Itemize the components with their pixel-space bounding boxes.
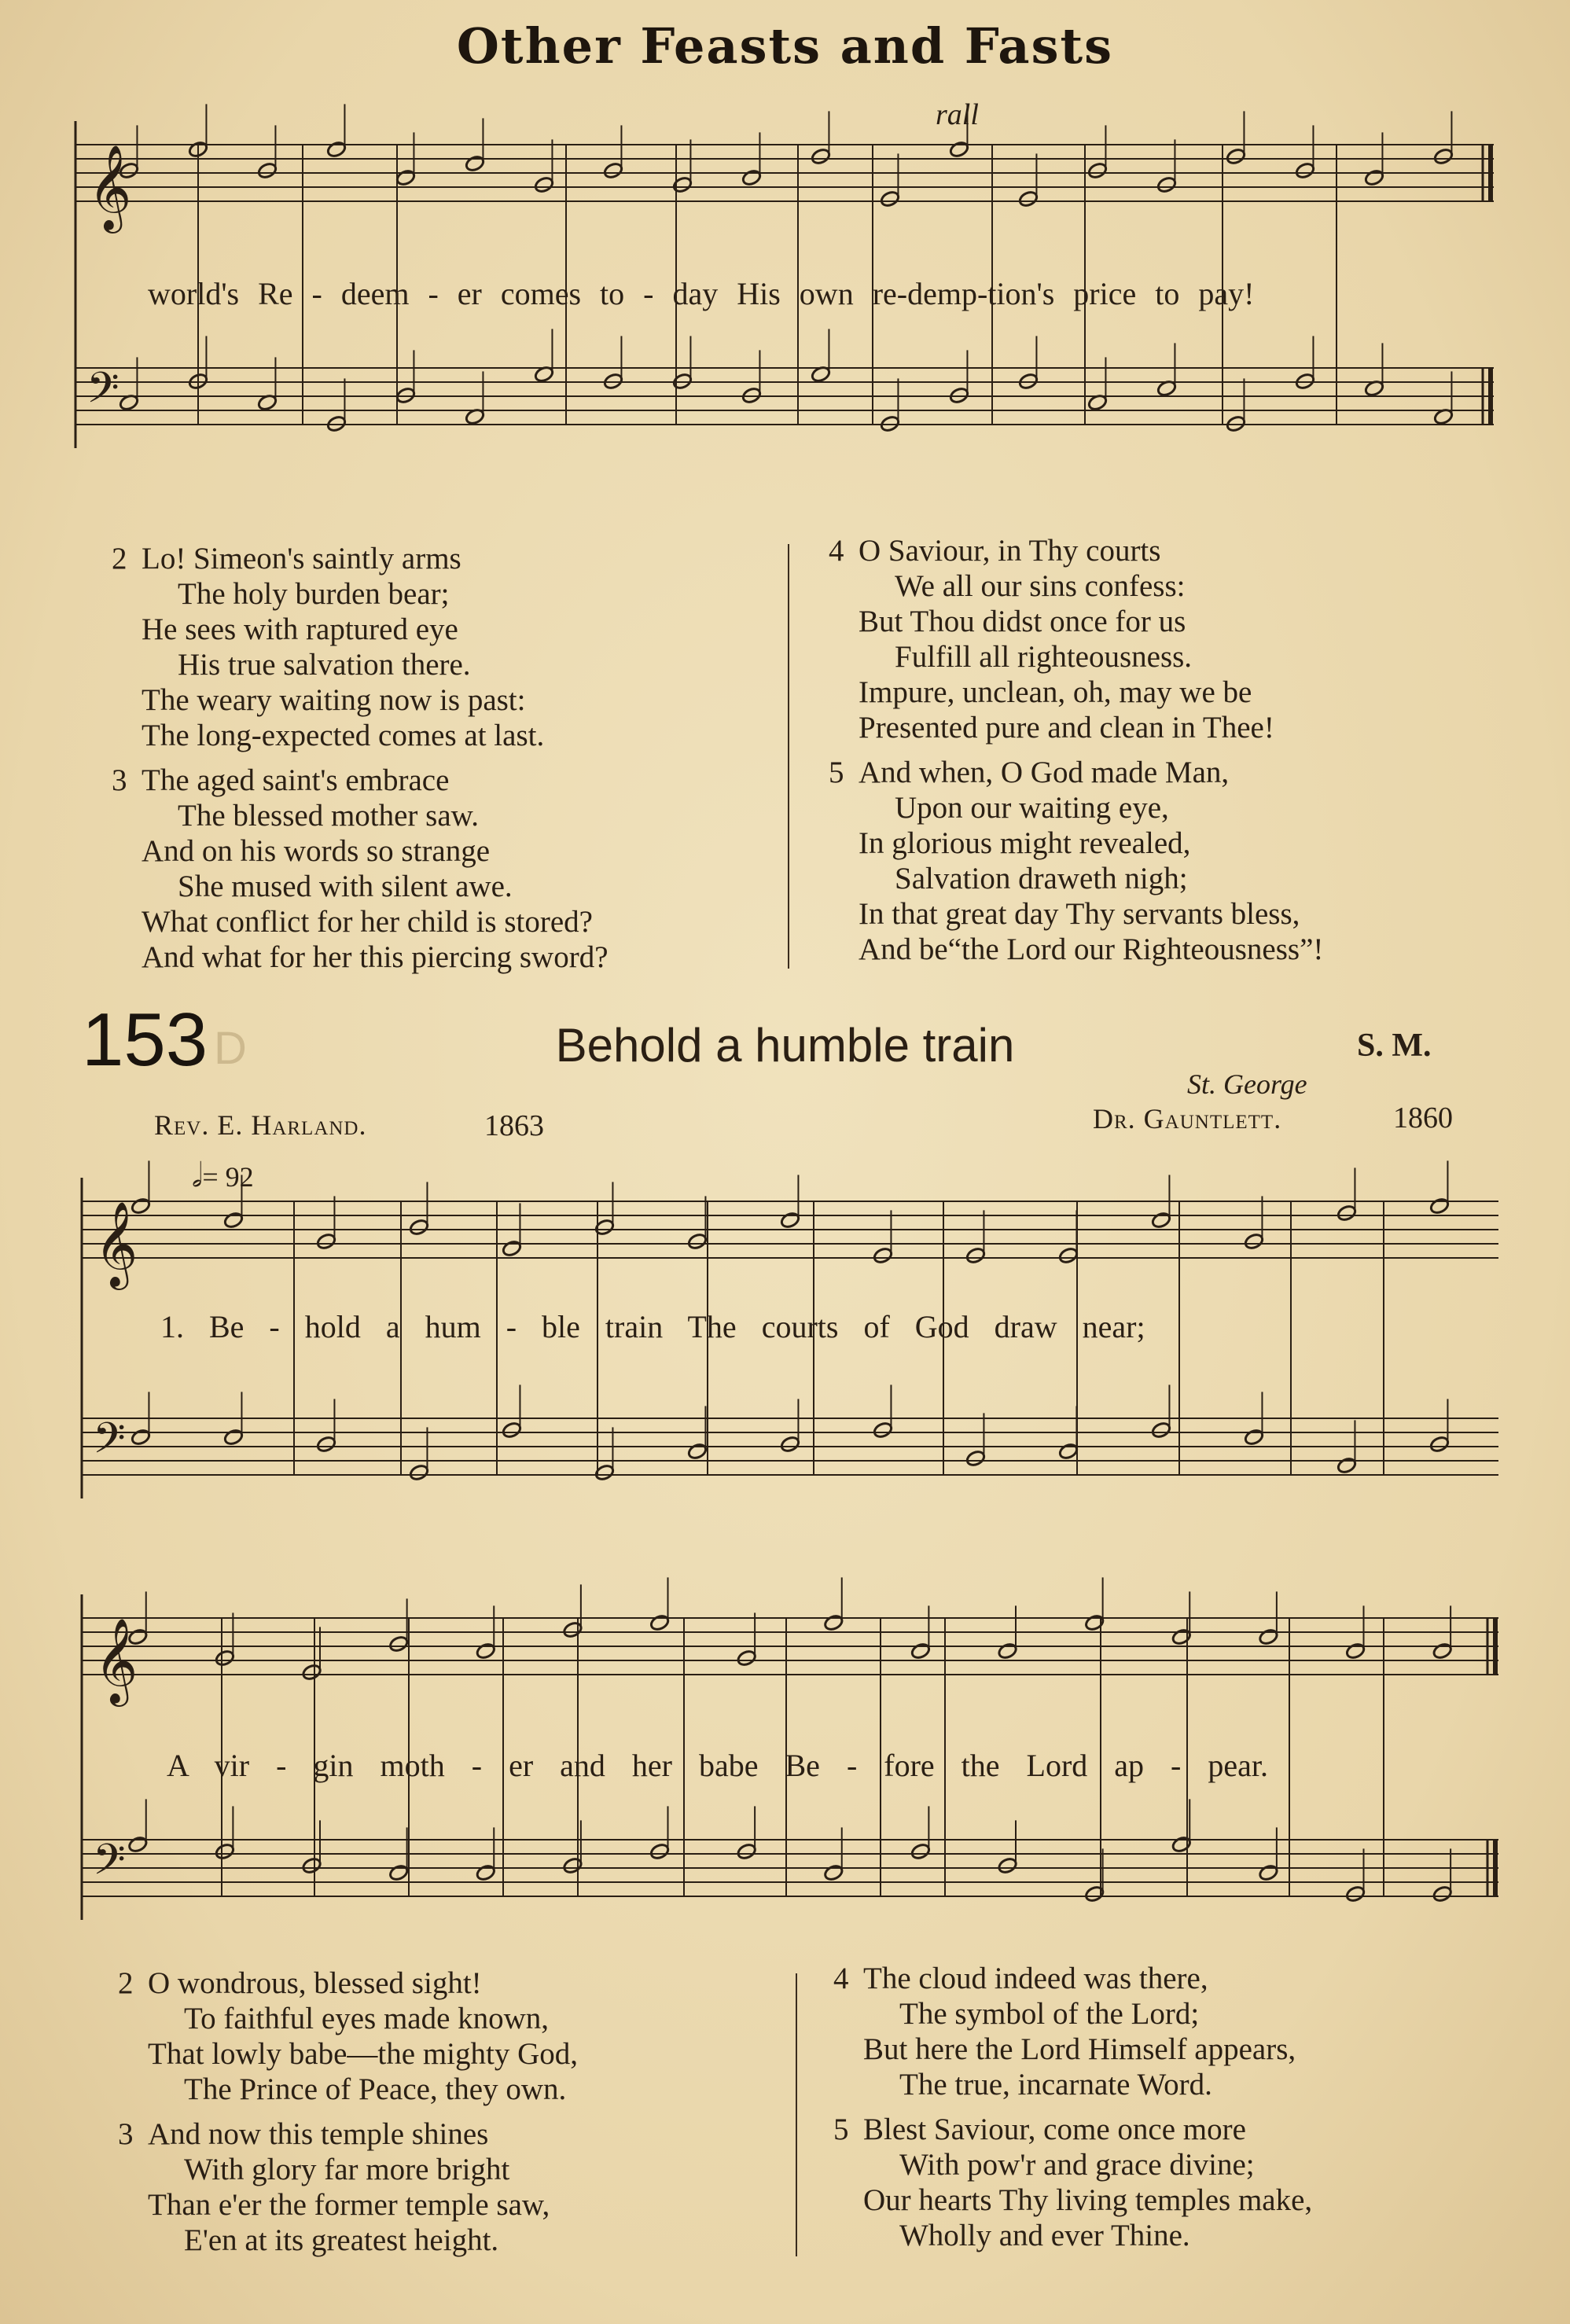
treble-clef-icon: 𝄞: [94, 1201, 138, 1287]
note-head: [1084, 1613, 1105, 1631]
hymn-number-ghost-mark: D: [214, 1023, 247, 1074]
stanza-line: [833, 1961, 1312, 1996]
tempo-marking: [192, 1157, 254, 1195]
stanza-line: The blessed mother saw.: [178, 799, 480, 833]
note-head: [316, 1435, 337, 1453]
stanza-number: 3: [118, 2117, 134, 2151]
stanza-number: 4: [833, 1962, 849, 1995]
note-head: [1345, 1642, 1366, 1660]
note-head: [409, 1218, 430, 1236]
note-head: [301, 1663, 322, 1681]
stanza-line: The holy burden bear;: [178, 577, 450, 611]
bass-clef-icon: 𝄢: [93, 1836, 126, 1895]
note-head: [1226, 147, 1247, 165]
bass-clef-icon: 𝄢: [93, 1414, 126, 1473]
verses-left-column: [118, 1965, 578, 2267]
note-head: [780, 1435, 801, 1453]
stanza-line: [112, 541, 609, 576]
stanza: [829, 533, 1323, 745]
bass-clef-icon: 𝄢: [86, 364, 119, 423]
note-head: [1295, 161, 1316, 179]
stanza-line: Than e'er the former temple saw,: [148, 2188, 550, 2222]
note-head: [965, 1246, 987, 1264]
note-head: [823, 1613, 844, 1631]
stanza-line: [118, 2116, 578, 2152]
note-head: [1258, 1627, 1279, 1646]
running-head: Other Feasts and Fasts: [456, 17, 1114, 75]
stanza-line: Our hearts Thy living temples make,: [863, 2183, 1313, 2217]
stanza-text: The aged saint's embrace: [142, 763, 450, 797]
note-head: [476, 1863, 497, 1881]
note-head: [476, 1642, 497, 1660]
stanza-number: 5: [833, 2113, 849, 2146]
stanza: [112, 541, 609, 753]
note-head: [1151, 1421, 1172, 1439]
note-head: [1258, 1863, 1279, 1881]
note-head: [131, 1428, 152, 1446]
composer-year: 1860: [1393, 1101, 1453, 1134]
stanza-text: The cloud indeed was there,: [863, 1962, 1208, 1995]
note-head: [736, 1649, 757, 1667]
stanza: [118, 2116, 578, 2258]
note-head: [409, 1463, 430, 1481]
column-divider: [788, 544, 789, 969]
note-head: [910, 1842, 932, 1860]
stanza: [112, 763, 609, 975]
note-head: [215, 1649, 236, 1667]
note-head: [1018, 189, 1039, 208]
rall-marking: rall: [936, 98, 979, 131]
lyric-line: A vir - gin moth - er and her babe Be - fore the Lord ap - pear.: [167, 1748, 1268, 1783]
note-head: [1244, 1428, 1265, 1446]
note-head: [215, 1842, 236, 1860]
note-head: [741, 168, 763, 186]
stanza-line: She mused with silent awe.: [178, 870, 513, 903]
note-head: [811, 147, 832, 165]
stanza-text: O wondrous, blessed sight!: [148, 1966, 482, 2000]
stanza-text: And now this temple shines: [148, 2117, 489, 2151]
stanza-line: The long-expected comes at last.: [142, 719, 545, 752]
note-head: [1337, 1456, 1358, 1474]
stanza-text: And when, O God made Man,: [859, 756, 1230, 789]
stanza-line: [829, 533, 1323, 568]
note-head: [1429, 1197, 1451, 1215]
stanza-line: The true, incarnate Word.: [899, 2068, 1212, 2102]
stanza-text: Blest Saviour, come once more: [863, 2113, 1246, 2146]
stanza-line: And on his words so strange: [142, 834, 491, 868]
note-head: [1337, 1204, 1358, 1222]
stanza-line: Wholly and ever Thine.: [899, 2219, 1190, 2252]
tempo-value: = 92: [202, 1161, 254, 1193]
stanza-line: We all our sins confess:: [895, 569, 1186, 603]
stanza-line: E'en at its greatest height.: [184, 2223, 499, 2257]
note-head: [326, 140, 347, 158]
note-head: [562, 1856, 583, 1874]
stanza-line: And be“the Lord our Righteousness”!: [859, 932, 1324, 966]
stanza-line: In glorious might revealed,: [859, 826, 1191, 860]
tune-name: St. George: [1187, 1068, 1307, 1100]
stanza: [833, 2112, 1312, 2253]
stanza-line: With pow'r and grace divine;: [899, 2148, 1255, 2182]
author-year: 1863: [484, 1109, 544, 1142]
stanza-line: Impure, unclean, oh, may we be: [859, 675, 1252, 709]
author: Rev. E. Harland.: [154, 1109, 367, 1141]
hymn-meter: S. M.: [1357, 1028, 1432, 1064]
stanza-line: Presented pure and clean in Thee!: [859, 711, 1274, 745]
stanza-line: To faithful eyes made known,: [184, 2002, 550, 2035]
note-head: [823, 1863, 844, 1881]
hymn-number: 153: [82, 998, 208, 1082]
note-head: [223, 1428, 245, 1446]
note-head: [1171, 1835, 1193, 1853]
stanza-line: Salvation draweth nigh;: [895, 862, 1188, 895]
lyric-line: 1. Be - hold a hum - ble train The courts of God draw near;: [160, 1309, 1145, 1344]
stanza-line: But Thou didst once for us: [859, 605, 1186, 638]
stanza-line: In that great day Thy servants bless,: [859, 897, 1300, 931]
note-head: [257, 161, 278, 179]
note-head: [672, 175, 693, 193]
note-head: [649, 1842, 671, 1860]
note-head: [736, 1842, 757, 1860]
note-head: [687, 1232, 708, 1250]
note-head: [1364, 168, 1385, 186]
verses-left-column: [112, 541, 609, 984]
stanza-line: But here the Lord Himself appears,: [863, 2032, 1296, 2066]
note-head: [910, 1642, 932, 1660]
stanza-line: What conflict for her child is stored?: [142, 905, 593, 939]
stanza: [118, 1965, 578, 2107]
note-head: [649, 1613, 671, 1631]
note-head: [1432, 1642, 1453, 1660]
note-head: [534, 175, 555, 193]
lyric-line: world's Re - deem - er comes to - day His own re-demp-tion's price to pay!: [148, 276, 1255, 311]
treble-clef-icon: 𝄞: [88, 145, 132, 230]
note-head: [1432, 1885, 1453, 1903]
stanza-line: That lowly babe—the mighty God,: [148, 2037, 578, 2071]
note-head: [465, 154, 486, 172]
note-head: [997, 1642, 1018, 1660]
stanza-line: The Prince of Peace, they own.: [184, 2072, 567, 2106]
stanza-line: [112, 763, 609, 798]
note-head: [388, 1635, 410, 1653]
stanza-number: 3: [112, 763, 127, 797]
note-head: [502, 1421, 523, 1439]
note-head: [1156, 175, 1178, 193]
stanza-line: [833, 2112, 1312, 2147]
stanza-line: The symbol of the Lord;: [899, 1997, 1200, 2031]
stanza-line: Upon our waiting eye,: [895, 791, 1169, 825]
stanza-line: With glory far more bright: [184, 2153, 510, 2186]
note-head: [1345, 1885, 1366, 1903]
note-head: [316, 1232, 337, 1250]
stanza-line: Fulfill all righteousness.: [895, 640, 1193, 674]
stanza: [829, 755, 1323, 967]
note-head: [687, 1442, 708, 1460]
stanza-number: 4: [829, 534, 844, 568]
note-head: [395, 168, 417, 186]
note-head: [562, 1620, 583, 1638]
note-head: [873, 1421, 894, 1439]
note-head: [1151, 1211, 1172, 1229]
stanza-line: [118, 1965, 578, 2001]
composer: Dr. Gauntlett.: [1093, 1103, 1282, 1134]
note-head: [127, 1835, 149, 1853]
stanza-number: 2: [118, 1966, 134, 2000]
note-head: [780, 1211, 801, 1229]
note-head: [603, 161, 624, 179]
column-divider: [796, 1973, 797, 2256]
note-head: [1244, 1232, 1265, 1250]
note-head: [880, 189, 901, 208]
note-head: [873, 1246, 894, 1264]
stanza-number: 5: [829, 756, 844, 789]
stanza-line: He sees with raptured eye: [142, 612, 458, 646]
stanza-line: His true salvation there.: [178, 648, 471, 682]
note-head: [1058, 1442, 1079, 1460]
note-head: [1084, 1885, 1105, 1903]
stanza-line: The weary waiting now is past:: [142, 683, 526, 717]
note-head: [388, 1863, 410, 1881]
verses-right-column: [829, 533, 1323, 976]
stanza: [833, 1961, 1312, 2102]
stanza-line: [829, 755, 1323, 790]
half-note-icon: 𝅗𝅥: [192, 1158, 203, 1194]
note-head: [223, 1211, 245, 1229]
note-head: [1433, 147, 1454, 165]
note-head: [1171, 1627, 1193, 1646]
note-head: [1058, 1246, 1079, 1264]
note-head: [301, 1856, 322, 1874]
stanza-text: O Saviour, in Thy courts: [859, 534, 1161, 568]
note-head: [965, 1449, 987, 1467]
note-head: [997, 1856, 1018, 1874]
verses-right-column: [833, 1961, 1312, 2263]
treble-clef-icon: 𝄞: [94, 1618, 138, 1704]
note-head: [1429, 1435, 1451, 1453]
stanza-text: Lo! Simeon's saintly arms: [142, 542, 461, 575]
note-head: [502, 1239, 523, 1257]
note-head: [949, 140, 970, 158]
stanza-line: And what for her this piercing sword?: [142, 940, 609, 974]
stanza-number: 2: [112, 542, 127, 575]
hymn-title: Behold a humble train: [555, 1019, 1015, 1072]
note-head: [1087, 161, 1109, 179]
